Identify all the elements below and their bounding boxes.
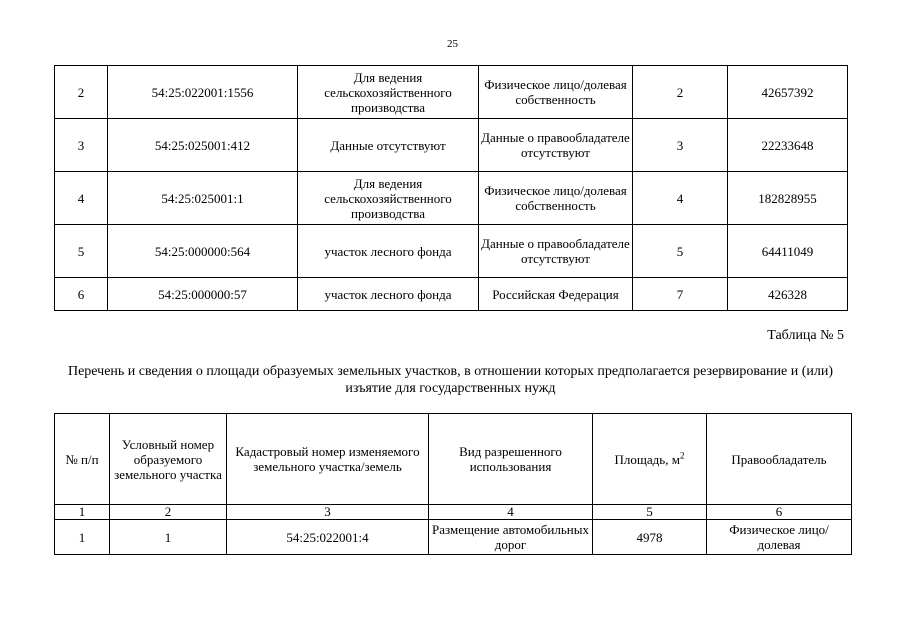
table-header-row	[55, 414, 852, 505]
permitted-use-cell: участок лесного фонда	[298, 225, 479, 278]
area-cell: 22233648	[728, 119, 848, 172]
area-cell: 42657392	[728, 66, 848, 119]
cadastral-number-cell: 54:25:025001:1	[108, 172, 298, 225]
cadastral-number-cell: 54:25:000000:57	[108, 278, 298, 311]
owner-cell: Данные о правообладателе отсутствуют	[479, 119, 633, 172]
column-header: № п/п	[55, 414, 110, 505]
column-number: 4	[429, 505, 593, 520]
table-heading: Перечень и сведения о площади образуемых земельных участков, в отношении которых предполагается резервирование и (или) изъятие для государственных нужд	[67, 364, 834, 396]
column-header: Условный номер образуемого земельного участка	[110, 414, 227, 505]
area-header-label: Площадь, м	[614, 451, 680, 467]
cadastral-number-cell: 54:25:022001:4	[227, 520, 429, 555]
row-number-cell: 5	[55, 225, 108, 278]
table-row	[55, 172, 848, 225]
formed-land-plots-table	[54, 413, 852, 555]
table-caption: Таблица № 5	[767, 328, 844, 343]
number-cell: 3	[633, 119, 728, 172]
column-numbers-row	[55, 505, 852, 520]
conditional-number-cell: 1	[110, 520, 227, 555]
table-row	[55, 66, 848, 119]
row-number-cell: 6	[55, 278, 108, 311]
owner-cell: Физическое лицо/долевая собственность	[479, 66, 633, 119]
owner-cell: Физическое лицо/долевая собственность	[479, 172, 633, 225]
permitted-use-cell: Данные отсутствуют	[298, 119, 479, 172]
owner-cell: Данные о правообладателе отсутствуют	[479, 225, 633, 278]
table-row	[55, 278, 848, 311]
permitted-use-cell: Для ведения сельскохозяйственного производства	[298, 172, 479, 225]
number-cell: 5	[633, 225, 728, 278]
column-header: Правообладатель	[707, 414, 852, 505]
column-number: 6	[707, 505, 852, 520]
permitted-use-cell: Размещение автомобильных дорог	[429, 520, 593, 555]
page-number: 25	[447, 38, 458, 50]
column-number: 5	[593, 505, 707, 520]
column-number: 2	[110, 505, 227, 520]
area-cell: 182828955	[728, 172, 848, 225]
cadastral-number-cell: 54:25:022001:1556	[108, 66, 298, 119]
area-cell: 64411049	[728, 225, 848, 278]
row-number-cell: 2	[55, 66, 108, 119]
area-unit-superscript: 2	[679, 450, 685, 461]
column-number: 1	[55, 505, 110, 520]
column-header: Кадастровый номер изменяемого земельного участка/земель	[227, 414, 429, 505]
number-cell: 4	[633, 172, 728, 225]
number-cell: 7	[633, 278, 728, 311]
owner-cell: Российская Федерация	[479, 278, 633, 311]
table-row	[55, 119, 848, 172]
permitted-use-cell: Для ведения сельскохозяйственного производства	[298, 66, 479, 119]
column-number: 3	[227, 505, 429, 520]
area-cell: 4978	[593, 520, 707, 555]
permitted-use-cell: участок лесного фонда	[298, 278, 479, 311]
row-number-cell: 4	[55, 172, 108, 225]
cadastral-number-cell: 54:25:025001:412	[108, 119, 298, 172]
column-header	[593, 414, 707, 505]
table-row	[55, 225, 848, 278]
owner-cell: Физическое лицо/долевая	[707, 520, 852, 555]
row-number-cell: 1	[55, 520, 110, 555]
cadastral-number-cell: 54:25:000000:564	[108, 225, 298, 278]
number-cell: 2	[633, 66, 728, 119]
row-number-cell: 3	[55, 119, 108, 172]
column-header: Вид разрешенного использования	[429, 414, 593, 505]
land-plots-table-continued	[54, 65, 848, 311]
area-cell: 426328	[728, 278, 848, 311]
table-row	[55, 520, 852, 555]
